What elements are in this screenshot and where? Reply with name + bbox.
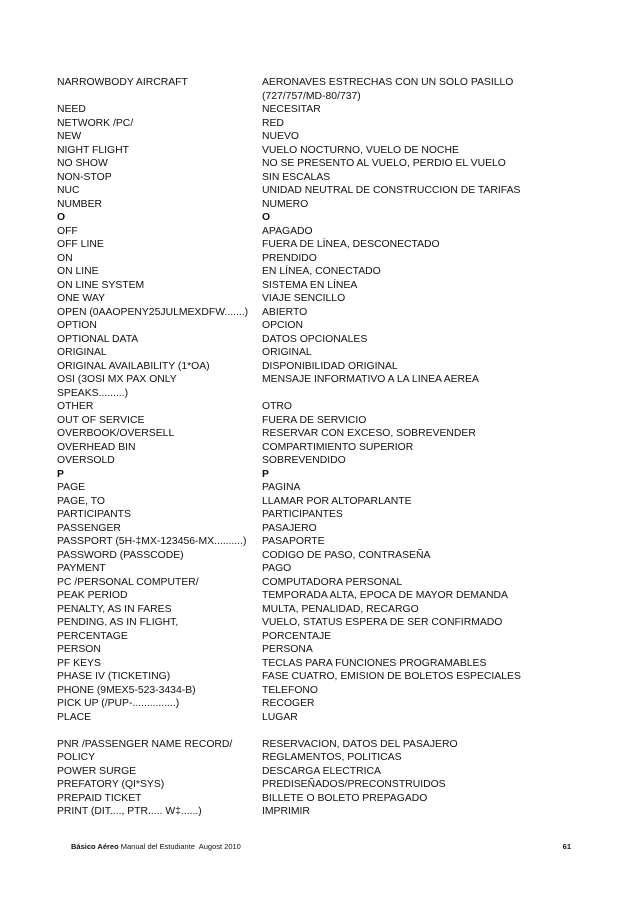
english-term	[57, 657, 262, 671]
spanish-translation	[262, 76, 513, 103]
spanish-translation-text: RESERVAR CON EXCESO, SOBREVENDER	[262, 428, 476, 439]
english-term-text: PLACE	[57, 711, 92, 723]
glossary-entry	[57, 792, 597, 806]
spanish-translation-text: COMPUTADORA PERSONAL	[262, 576, 403, 588]
glossary-entry	[57, 400, 597, 414]
glossary-entry	[57, 279, 597, 293]
spanish-translation	[262, 481, 301, 495]
english-term	[57, 346, 262, 360]
glossary-entry	[57, 738, 597, 752]
spanish-translation	[262, 144, 459, 158]
spanish-translation	[262, 603, 419, 617]
spanish-translation	[262, 373, 479, 400]
spanish-translation-text: APAGADO	[262, 225, 313, 237]
spanish-translation-text: SIN ESCALAS	[262, 171, 331, 183]
english-term	[57, 630, 262, 644]
english-term	[57, 616, 262, 630]
english-term-text: NON-STOP	[57, 171, 112, 183]
spanish-translation-text: PARTICIPANTES	[262, 509, 343, 520]
spanish-translation-text: SISTEMA EN LÍNEA	[262, 279, 358, 291]
spanish-translation-text: DESCARGA ELECTRICA	[262, 765, 381, 777]
letter-heading	[57, 468, 597, 482]
english-term	[57, 225, 262, 239]
letter-heading	[57, 211, 597, 225]
spanish-translation-text: RECOGER	[262, 698, 315, 709]
spanish-translation	[262, 279, 357, 293]
spanish-translation-text: O	[262, 212, 271, 223]
spanish-translation-continuation: (727/757/MD-80/737)	[262, 90, 361, 102]
glossary-entry	[57, 184, 597, 198]
spanish-translation	[262, 697, 315, 711]
english-term-text: PF KEYS	[57, 657, 101, 669]
spanish-translation-text: NUMERO	[262, 198, 309, 210]
glossary-entry	[57, 778, 597, 792]
spanish-translation	[262, 157, 506, 171]
glossary-entry	[57, 495, 597, 509]
english-term	[57, 360, 262, 374]
glossary-entry	[57, 414, 597, 428]
english-term-text: OPTION	[57, 320, 97, 331]
english-term	[57, 373, 262, 400]
spanish-translation-text: LUGAR	[262, 711, 298, 723]
spanish-translation	[262, 508, 343, 522]
glossary-entry	[57, 630, 597, 644]
english-term-text: NUC	[57, 185, 80, 196]
english-term-text: PAYMENT	[57, 563, 106, 574]
english-term	[57, 643, 262, 657]
spanish-translation	[262, 454, 346, 468]
english-term-text: ON	[57, 252, 73, 264]
glossary-entry	[57, 265, 597, 279]
english-term-text: NETWORK /PC/	[57, 117, 134, 129]
spanish-translation	[262, 171, 330, 185]
spanish-translation-text: BILLETE O BOLETO PREPAGADO	[262, 792, 428, 804]
spanish-translation	[262, 765, 381, 779]
spanish-translation	[262, 495, 412, 509]
spanish-translation-text: VUELO, STATUS ESPERA DE SER CONFIRMADO	[262, 617, 503, 628]
spanish-translation-text: PAGO	[262, 563, 292, 574]
spanish-translation	[262, 576, 402, 590]
english-term	[57, 130, 262, 144]
spanish-translation-text: SOBREVENDIDO	[262, 455, 346, 466]
english-term-text: P	[57, 468, 64, 480]
english-term	[57, 603, 262, 617]
english-term-text: OTHER	[57, 401, 94, 412]
spanish-translation	[262, 441, 413, 455]
english-term-text: NIGHT FLIGHT	[57, 144, 129, 156]
spanish-translation-text: MENSAJE INFORMATIVO A LA LINEA AEREA	[262, 374, 479, 385]
english-term-text: PRINT (DIT...., PTR..... W‡......)	[57, 806, 202, 817]
spanish-translation	[262, 792, 427, 806]
english-term-text: ON LINE SYSTEM	[57, 279, 145, 291]
spanish-translation-text: MULTA, PENALIDAD, RECARGO	[262, 603, 419, 615]
english-term	[57, 103, 262, 117]
spanish-translation	[262, 535, 325, 549]
spanish-translation	[262, 103, 321, 117]
english-term-text: OSI (3OSI MX PAX ONLY	[57, 374, 177, 385]
english-term-text: OPEN (0AAOPENY25JULMEXDFW.......)	[57, 306, 249, 318]
glossary-entry	[57, 589, 597, 603]
english-term	[57, 562, 262, 576]
english-term	[57, 279, 262, 293]
spanish-translation-text: RED	[262, 117, 284, 129]
english-term-text: PHASE IV (TICKETING)	[57, 671, 171, 682]
glossary-entry	[57, 346, 597, 360]
spanish-translation	[262, 468, 269, 482]
english-term-text: PASSENGER	[57, 522, 121, 534]
english-term	[57, 738, 262, 752]
english-term	[57, 778, 262, 792]
glossary-entry	[57, 765, 597, 779]
english-term-text: OVERHEAD BIN	[57, 441, 136, 453]
spanish-translation-text: REGLAMENTOS, POLITICAS	[262, 752, 402, 763]
glossary-entry	[57, 333, 597, 347]
english-term	[57, 184, 262, 198]
english-term	[57, 333, 262, 347]
english-term	[57, 144, 262, 158]
english-term-text: OFF	[57, 225, 78, 237]
spanish-translation	[262, 562, 291, 576]
english-term	[57, 535, 262, 549]
spanish-translation-text: VIAJE SENCILLO	[262, 293, 346, 304]
spanish-translation-text: FUERA DE LÍNEA, DESCONECTADO	[262, 239, 440, 250]
english-term	[57, 522, 262, 536]
english-term	[57, 576, 262, 590]
spanish-translation-text: PREDISEÑADOS/PRECONSTRUIDOS	[262, 779, 446, 790]
spanish-translation	[262, 805, 310, 819]
spanish-translation	[262, 589, 508, 603]
english-term	[57, 238, 262, 252]
spanish-translation-text: VUELO NOCTURNO, VUELO DE NOCHE	[262, 144, 459, 156]
spanish-translation-text: EN LÍNEA, CONECTADO	[262, 266, 381, 277]
spanish-translation-text: PERSONA	[262, 644, 313, 655]
english-term	[57, 211, 262, 225]
spanish-translation	[262, 265, 381, 279]
glossary-entry	[57, 481, 597, 495]
spanish-translation-text: UNIDAD NEUTRAL DE CONSTRUCCION DE TARIFAS	[262, 185, 521, 196]
english-term	[57, 805, 262, 819]
english-term	[57, 198, 262, 212]
glossary-entry	[57, 535, 597, 549]
glossary-entry	[57, 549, 597, 563]
spanish-translation	[262, 198, 308, 212]
english-term-text: ORIGINAL AVAILABILITY (1*OA)	[57, 360, 210, 372]
spanish-translation-text: COMPARTIMIENTO SUPERIOR	[262, 441, 414, 453]
glossary-entry	[57, 171, 597, 185]
english-term	[57, 481, 262, 495]
glossary-entry	[57, 76, 597, 103]
english-term	[57, 765, 262, 779]
english-term-text: PASSWORD (PASSCODE)	[57, 549, 184, 561]
english-term	[57, 751, 262, 765]
glossary-entry	[57, 711, 597, 725]
spanish-translation-text: ABIERTO	[262, 306, 308, 318]
page-footer	[71, 842, 571, 852]
spanish-translation	[262, 306, 307, 320]
spanish-translation	[262, 400, 292, 414]
spanish-translation-text: RESERVACION, DATOS DEL PASAJERO	[262, 738, 458, 750]
spanish-translation	[262, 130, 299, 144]
english-term	[57, 252, 262, 266]
glossary-entry	[57, 603, 597, 617]
english-term-text: NARROWBODY AIRCRAFT	[57, 77, 188, 88]
english-term-text: ONE WAY	[57, 293, 105, 304]
glossary-entry	[57, 684, 597, 698]
spanish-translation	[262, 751, 402, 765]
spanish-translation	[262, 427, 476, 441]
glossary-entry	[57, 427, 597, 441]
glossary-entry	[57, 670, 597, 684]
english-term	[57, 792, 262, 806]
english-term	[57, 292, 262, 306]
spanish-translation-text: IMPRIMIR	[262, 806, 310, 817]
spanish-translation-text: LLAMAR POR ALTOPARLANTE	[262, 495, 412, 507]
page-number: 61	[562, 842, 571, 851]
english-term-text: NEED	[57, 104, 86, 115]
english-term-text: PARTICIPANTS	[57, 509, 131, 520]
spanish-translation	[262, 117, 284, 131]
english-term-text: PENALTY, AS IN FARES	[57, 603, 172, 615]
spanish-translation	[262, 657, 486, 671]
spanish-translation-text: ORIGINAL	[262, 347, 312, 358]
glossary-entry	[57, 751, 597, 765]
glossary-entry	[57, 441, 597, 455]
spanish-translation-text: TECLAS PARA FUNCIONES PROGRAMABLES	[262, 657, 487, 669]
glossary-entry	[57, 225, 597, 239]
english-term	[57, 441, 262, 455]
spanish-translation-text: OPCION	[262, 320, 303, 331]
spanish-translation	[262, 211, 270, 225]
spanish-translation-text: CODIGO DE PASO, CONTRASEÑA	[262, 549, 431, 561]
english-term	[57, 508, 262, 522]
spanish-translation	[262, 346, 312, 360]
english-term-text: NO SHOW	[57, 158, 108, 169]
spanish-translation-text: PAGINA	[262, 482, 301, 493]
english-term	[57, 427, 262, 441]
english-term-text: OVERBOOK/OVERSELL	[57, 428, 175, 439]
english-term-text: PREFATORY (QI*SYS)	[57, 779, 165, 790]
glossary-entry	[57, 238, 597, 252]
glossary-entry	[57, 130, 597, 144]
spanish-translation	[262, 319, 303, 333]
glossary-entry	[57, 657, 597, 671]
spanish-translation-text: FUERA DE SERVICIO	[262, 414, 367, 426]
english-term	[57, 711, 262, 725]
english-term	[57, 319, 262, 333]
glossary-entry	[57, 508, 597, 522]
glossary-entry	[57, 805, 597, 819]
spanish-translation	[262, 333, 367, 347]
english-term	[57, 265, 262, 279]
glossary-entry	[57, 697, 597, 711]
english-term	[57, 454, 262, 468]
english-term-text: OPTIONAL DATA	[57, 333, 139, 345]
spanish-translation	[262, 522, 317, 536]
english-term-text: PAGE, TO	[57, 495, 105, 507]
glossary-entry	[57, 454, 597, 468]
glossary-entry	[57, 252, 597, 266]
spanish-translation	[262, 711, 298, 725]
spanish-translation-text: P	[262, 468, 269, 480]
spanish-translation	[262, 238, 440, 252]
english-term	[57, 400, 262, 414]
spanish-translation-text: NUEVO	[262, 131, 299, 142]
english-term	[57, 684, 262, 698]
spanish-translation-text: DATOS OPCIONALES	[262, 333, 368, 345]
glossary-entry	[57, 522, 597, 536]
english-term-text: PHONE (9MEX5-523-3434-B)	[57, 684, 196, 696]
spanish-translation-text: PASAJERO	[262, 522, 317, 534]
glossary-entry	[57, 198, 597, 212]
english-term	[57, 495, 262, 509]
english-term-text: PENDING, AS IN FLIGHT,	[57, 617, 179, 628]
spanish-translation	[262, 738, 458, 752]
english-term	[57, 549, 262, 563]
spanish-translation-text: OTRO	[262, 401, 293, 412]
english-term-text: O	[57, 212, 66, 223]
spanish-translation	[262, 549, 430, 563]
footer-title	[71, 842, 241, 852]
english-term-text: OVERSOLD	[57, 455, 115, 466]
english-term-text: PREPAID TICKET	[57, 792, 142, 804]
spanish-translation	[262, 184, 520, 198]
spanish-translation-text: FASE CUATRO, EMISION DE BOLETOS ESPECIALES	[262, 671, 521, 682]
spanish-translation	[262, 684, 318, 698]
english-term-text: POWER SURGE	[57, 765, 137, 777]
glossary-entry	[57, 576, 597, 590]
spanish-translation	[262, 630, 331, 644]
english-term-text: PICK UP (/PUP-...............)	[57, 698, 180, 709]
english-term-text: NEW	[57, 131, 82, 142]
english-term	[57, 306, 262, 320]
spanish-translation	[262, 225, 313, 239]
glossary-entry	[57, 144, 597, 158]
english-term	[57, 670, 262, 684]
spanish-translation-text: PRENDIDO	[262, 252, 317, 264]
glossary-entry	[57, 643, 597, 657]
footer-title-rest: Manual del Estudiante Augost 2010	[118, 842, 241, 851]
spanish-translation	[262, 252, 317, 266]
english-term	[57, 157, 262, 171]
english-term	[57, 414, 262, 428]
english-term	[57, 697, 262, 711]
spanish-translation	[262, 360, 398, 374]
spanish-translation	[262, 414, 366, 428]
spanish-translation-text: NO SE PRESENTO AL VUELO, PERDIO EL VUELO	[262, 158, 506, 169]
spanish-translation-text: TEMPORADA ALTA, EPOCA DE MAYOR DEMANDA	[262, 590, 508, 601]
english-term-text: PASSPORT (5H-‡MX-123456-MX..........)	[57, 536, 247, 547]
spanish-translation	[262, 292, 345, 306]
spanish-translation-text: PORCENTAJE	[262, 630, 332, 642]
glossary-entry	[57, 117, 597, 131]
spanish-translation-text: NECESITAR	[262, 104, 321, 115]
glossary-entry	[57, 306, 597, 320]
english-term-text: PERSON	[57, 644, 101, 655]
glossary-list	[57, 76, 597, 819]
english-term-text: POLICY	[57, 752, 96, 763]
glossary-entry	[57, 319, 597, 333]
english-term-text: ON LINE	[57, 266, 99, 277]
glossary-entry	[57, 562, 597, 576]
spanish-translation-text: PASAPORTE	[262, 536, 325, 547]
english-term-text: OUT OF SERVICE	[57, 414, 145, 426]
english-term-text: NUMBER	[57, 198, 103, 210]
english-term-continuation: SPEAKS.........)	[57, 387, 129, 399]
english-term	[57, 468, 262, 482]
english-term	[57, 589, 262, 603]
spanish-translation	[262, 778, 446, 792]
glossary-entry	[57, 373, 597, 400]
spanish-translation	[262, 643, 313, 657]
english-term	[57, 171, 262, 185]
english-term-text: PERCENTAGE	[57, 630, 128, 642]
footer-title-bold: Básico Aéreo	[71, 842, 119, 851]
glossary-entry	[57, 103, 597, 117]
english-term	[57, 76, 262, 103]
english-term	[57, 117, 262, 131]
spanish-translation-text: TELEFONO	[262, 684, 319, 696]
english-term-text: PAGE	[57, 482, 86, 493]
glossary-entry	[57, 360, 597, 374]
spanish-translation-text: DISPONIBILIDAD ORIGINAL	[262, 360, 398, 372]
english-term-text: ORIGINAL	[57, 347, 107, 358]
glossary-entry	[57, 292, 597, 306]
glossary-entry	[57, 157, 597, 171]
english-term-text: PC /PERSONAL COMPUTER/	[57, 576, 199, 588]
english-term-text: PNR /PASSENGER NAME RECORD/	[57, 738, 233, 750]
glossary-entry	[57, 616, 597, 630]
spanish-translation	[262, 670, 521, 684]
spanish-translation	[262, 616, 502, 630]
section-gap	[57, 724, 597, 738]
spanish-translation-text: AERONAVES ESTRECHAS CON UN SOLO PASILLO	[262, 77, 514, 88]
english-term-text: PEAK PERIOD	[57, 590, 128, 601]
english-term-text: OFF LINE	[57, 239, 104, 250]
